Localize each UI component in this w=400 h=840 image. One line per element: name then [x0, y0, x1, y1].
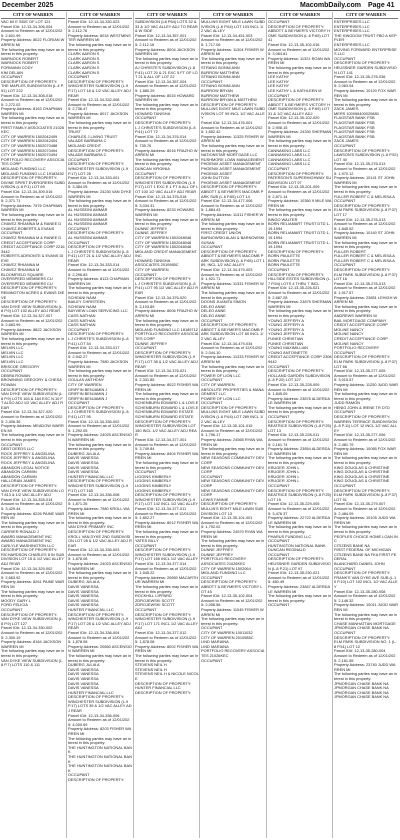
column-heading: CITY OF WARREN — [334, 12, 398, 19]
column-text: OCCUPANT DESCRIPTION OF PROPERTY: ABBOTT & BEYMER'S VICTORY HOME SUBDIVISION (L.6 P.65) LOT 41 Parcel ID#: 12-13-35-102-016 Amount to Redeem as of 12/01/2025: 3,064.81 Property Address: 11321 ROAN WARREN MI The following parties may have an interest in this property: LEE KATHY LEE KATHY LEE KATHY LEE KATHY L & KATHLEEN M OCCUPANT DESCRIPTION OF PROPERTY: ABBOTT & BEYMER'S VICTORY HOME SUBDIVISION (L.6 P.65) LOT 31 & 1/2 VAC ALLEY ADJ Parcel ID#: 12-13-35-102-020 Amount to Redeem as of 12/01/2025: 2,908.15 Property Address: 24330 SHERMAN WARREN MI The following parties may have an interest in this property: CANNAKING LABS LLC CANNAKING LABS LLC CANNAKING LABS LLC CANNAKING LABS LLC OCCUPANT DESCRIPTION OF PROPERTY: PATERSON'S SUPERHIGHWAY SUBDIVISION LOT 97 Parcel ID#: 12-13-35-201-009 Amount to Redeem as of 12/01/2025: 2,871.14 Property Address: 10360 9 MILE WARREN MI The following parties may have an interest in this property: BINGO WALTER BORN RELIAMART TRUST DTD 1-19-1994 BORN RELIAMART TRUST DTD 1-19-1994 BORN RELIAMART TRUST DTD 1-19-1994 DESCRIPTION OF PROPERTY: BORN PAULETTE BORN PAULETTE BORN PAULETTE OCCUPANT DESCRIPTION OF PROPERTY: HILLSIDE ESTES SUBDIVISION (L.7 P.54) LOTS 4 THRU 7 INCL Parcel ID#: 12-13-35-226-021 Amount to Redeem as of 12/01/2025: 2,687.28 Property Address: 23875 SHERMAN WARREN MI The following parties may have an interest in this property: YOUNG JEFFERY A YOUNG JEFFERY A YOUNG JEFFERY A YOUNG JEFFERY A FUNKE CHRISTIAN FUNKE CHRISTIAN YOUNG MAXIMILLIAN YOUNG ANTOINETTE CREDIT ACCEPTANCE CORP 23089442 OCCUPANT DESCRIPTION OF PROPERTY: HOLLAND GARDEN SUBDIVISION (L.8 P.20) LOT 127 Parcel ID#: 12-13-35-228-009 Amount to Redeem as of 12/01/2025: 1,845.09 Property Address: 23876 ALDERDALE WARREN MI The following parties may have an interest in this property: OCCUPANT DESCRIPTION OF PROPERTY: BEATRICE SUBDIVISION (L.8 P.25) LOT 13 Parcel ID#: 12-13-35-228-011 Amount to Redeem as of 12/01/2025: 2,161.74 Property Address: 23854 ALDERDALE WARREN MI The following parties may have an interest in this property: KRUGER JOHN L KRUGER JOHN L KRUGER JOHN L KRUGER JOHN L OCCUPANT DESCRIPTION OF PROPERTY: BEATRICE SUBDIVISION (L.8 P.25) LOT 15 Parcel ID#: 12-13-35-229-005 Amount to Redeem as of 12/01/2025: 3,476.37 Property Address: 22722 ALDERDALE WARREN MI The following parties may have an interest in this property: PHARUS FUNDING LLC OCCUPANT HUNTINGTON NATIONAL BANK DUNCAN REGINALD OCCUPANT DESCRIPTION OF PROPERTY: HEUSSNER GARDEN SUBDIVISION (L.8 P.21) LOT 97 Parcel ID#: 12-13-35-230-021 Amount to Redeem as of 12/01/2025: 480.49 Property Address: 23847 ALDERDALE WARREN MI The following parties may have an interest in this property: OCCUPANT — [268, 19, 332, 608]
notice-column-1 — [0, 12, 66, 838]
column-heading: CITY OF WARREN — [201, 12, 265, 19]
column-heading: CITY OF WARREN — [1, 12, 65, 19]
column-text: MULLINS EIGHT MILE LAWN SUBDIVISION (L.6 P.64) LOT 103 INCL 1/2 VAC ALLEY Parcel ID#: 12-13-34-451-003 Amount to Redeem as of 12/01/2025: 1,717.06 Property Address: 11304 FISHER WARREN MI The following parties may have an interest in this property: STRANG BONNI ANN BURROW MATTHEW STRANG BONNI ANN OCCUPANT STRANG BONNI ANN BURROW BRYAN BURROW MATTHEW BURROW BRYAN & MATTHEW DESCRIPTION OF PROPERTY: MULLINS EIGHT MILE LAWN SUBDIVISION LOT 99 INCL 1/2 VAC ALLEY Parcel ID#: 12-13-34-476-001 Amount to Redeem as of 12/01/2025: 1,652.42 Property Address: 11325 FISHER WARREN MI The following parties may have an interest in this property: NATIONSTAR MORTGAGE LLC RUSHMORE LOAN MANAGEMENT PHOENIX ASSET MANAGEMENT PHOENIX ASSET MANAGEMENT PHOENIX ASSET JOHN DUTTON PHOENIX ASSET MANAGEMENT DESCRIPTION OF PROPERTY: ABBOTT & BEYMER'S MACOMB PARK SUB (L.6 P.65) LOT 14 Parcel ID#: 12-13-34-477-006 Amount to Redeem as of 12/01/2025: 1,884.43 Property Address: 11311 FISHER WARREN MI The following parties may have an interest in this property: FIRST CREDIT UNION BARNOWSKI ALAN & BARNOWSKI SUSAN OCCUPANT DESCRIPTION OF PROPERTY: ABBOTT & BEYMER'S MACOMB PARK SUBDIVISION (L.6 P.65) LOT 189, INCL 1/2 VAC ALLEY Parcel ID#: 12-13-34-479-003 Amount to Redeem as of 12/01/2025: 1,921.71 Property Address: 11331 FISHER WARREN MI The following parties may have an interest in this property: DOONS JUANITA SIMON DELEO ANNE DELEO ANNE DELEO ANNE OCCUPANT DESCRIPTION OF PROPERTY: ABBOTT & BEYMER'S MACOMB PARK SUBDIVISION LOT 60 INCL 1/2 VAC ALLEY Parcel ID#: 12-13-34-479-034 Amount to Redeem as of 12/01/2025: 2,044.10 Property Address: 11333 FISHER WARREN MI The following parties may have an interest in this property: POWER OF LION LLC OCCUPANT CITY OF WARREN ABSOLUTE PROPERTIES & MANAGEMENT LLC POWER OF LION LLC OCCUPANT DESCRIPTION OF PROPERTY: MULLINS EIGHT MILE LAWN SUBDIVISION (L.6 P.64) LOT 289 INCL 1/2 VAC ALLEY Parcel ID#: 12-13-35-101-015 Amount to Redeem as of 12/01/2025: 1,796.17 Property Address: 24565 RYAN WARREN MI The following parties may have an interest in this property: NEW SEASONS COMMUNITY DEV CORP NEW SEASONS COMMUNITY DEV CORP OCCUPANT NEW SEASONS COMMUNITY DEV CORP NEW SEASONS COMMUNITY DEV CORP LEWIS FANNIE DESCRIPTION OF PROPERTY: MULLIN'S EIGHT MILE LAWN SUBDIVISION LOT 13 Parcel ID#: 12-13-35-101-001 Amount to Redeem as of 12/01/2025: 1,792.02 Property Address: 24570 RYAN WARREN MI The following parties may have an interest in this property: DUNNE JEFFREY DUNNE JEFFREY PORTFOLIO RECOVERY ASSOCIATES 21026KEC CITY OF WARREN 1502064 MIDLAND FUNDING LLC OCCUPANT DESCRIPTION OF PROPERTY: ABBOTT & BEYMER'S VICTORY LOT 45 Parcel ID#: 12-13-35-102-004 Amount to Redeem as of 12/01/2025: 2,058.56 Property Address: 11045 FISHER WARREN MI The following parties may have an interest in this property: OCCUPANT CITY OF WARREN 10011032 CITY OF WARREN 2010985C LIND MARIANA LIND MARIANA PORTFOLIO RECOVERY ASSOCIATES 21026KEC OCCUPANT — [201, 19, 265, 663]
column-text: VAC 60 E SIDE OF LOT 121 Parcel ID#: 12-13-34-306-004 Amount to Redeem as of 12/01/2025: 2,601.99 Property Address: 8022 FLORIAN WARREN MI The following parties may have an interest in this property: WARNOCK ROBERT WARNOCK ROBERT FORMANN CODY KIM DELAIN OCCUPANT DESCRIPTION OF PROPERTY: THE MAPLES SUBDIVISION (L.4 P.51) LOT 222 Parcel ID#: 12-13-34-308-018 Amount to Redeem as of 12/01/2025: 2,272.02 Property Address: 8163 CHAPMAN WARREN MI The following parties may have an interest in this property: FIRST FAMILY ASSOCIATES 21026KEC CITY OF WARREN 1502042409 CITY OF WARREN 1502042404 CITY OF WARREN 1502070488 CITY OF WARREN 1502070494 CITY OF WARREN 1502070494 PORTFOLIO RECOVERY ASSOCIATES CORP MIDLAND FUNDING LLC MIDLAND FUNDING LLC 19183452 DESCRIPTION OF PROPERTY: DIVINE SPIRIT EVERGREEN SUBDIVISION (L.6 P.1) LOT 69 Parcel ID#: 12-13-34-309-016 Amount to Redeem as of 12/01/2025: 2,371.71 Property Address: 7976 CHAPMAN WARREN MI The following parties may have an interest in this property: CHAVEZ RHIANNA M & RANEE D CHAVEZ-ROBERTS & EVANS OCCUPANT CHAVEZ RHIANNA M & RANEE D CREDIT ACCEPTANCE CORP CREDIT ACCEPTANCE CORP 22163442 ROBERTS ADRIONTE & EVANS DIEVE CHAVEZ RHIANNA M CHAVEZ RHIANNA M BLOOMFIELD SQUARE OVERSPEED MEMBERS CU OVERSPEED MEMBERS CU DESCRIPTION OF PROPERTY: REMINGTON ACRES & EVANS DIEVE DESCRIPTION OF PROPERTY: VAN DYKE VIEW SUBDIVISION (L.8 P.9) LOT 102 ALLEY ADJ REAR Parcel ID#: 12-13-34-327-007 Amount to Redeem as of 12/01/2025: 2,683.99 Property Address: 8822 JACKSON WARREN MI The following parties may have an interest in this property: MELVIN LLC MELVIN LLC MELVIN LLC MELVIN LLC BRISCOE GREGORY OCCUPANT DEBRA ROWAN BROWNING GREGORY & CHESA ROWAN DESCRIPTION OF PROPERTY: VAN DYKE VIEW SUBDIVISION (L.8 P.9) LOTS 163 & 164 EXC N.10 FT ALSO ADJ 1/2 VAC ALLEY ADJ REAR Parcel ID#: 12-13-34-327-020 Amount to Redeem as of 12/01/2025: 2,406.36 Property Address: MEADOW WARREN MI The following parties may have an interest in this property: OCCUPANT DEBT DEEDS LLC ROCK JEFFREY & ANGELINA ROCK JEFFREY & ANGELINA ROCK JEFFREY & ANGELINA ABANDON LEGAL NOTICE ABANDON CARMIN ABANDON CARMIN HALLORAN JAMES DESCRIPTION OF PROPERTY: VAN DYKE VIEW SUBDIVISION LOT 813 & 1/2 VAC ALLEY ADJ Parcel ID#: 12-13-34-328-014 Amount to Redeem as of 12/01/2025: 3,429.44 Property Address: 8226 PAINE WARREN MI The following parties may have an interest in this property: CARRIER RONALD J AWARD MANAGEMENT INC AWARD MANAGEMENT INC CARLYLE WASHINGTON LLC DESCRIPTION OF PROPERTY: RICHARDSON CHARLES 8 IN SUBDIVISION LOT 15 & 1/2 VAC ALLEY ADJ REAR Parcel ID#: 12-13-34-329-002 Amount to Redeem as of 12/01/2025: 2,663.92 Property Address: 8261 PAINE WARREN MI The following parties may have an interest in this property: MOODY GARY L FORD FELICIA OCCUPANT DESCRIPTION OF PROPERTY: VAN DYKE VIEW SUBDIVISION (L.8 P.9) LOT 127 Parcel ID#: 12-13-34-330-002 Amount to Redeem as of 12/01/2025: 2,300.19 Property Address: 8164 JACKSON WARREN MI The following parties may have an interest in this property: VAN DYKE VIEW SUBDIVISION (L.8 P.7) LOTS 110 & 111 — [1, 19, 65, 668]
issue-date: December 2025 — [2, 2, 54, 9]
column-text: ENTERPRISES LLC ENTERPRISES LLC ENTERPRISES LLC THE KINGDOM TRUST FBO A KEPPLER ENTERPRISES LLC MOVING FORWARD ENTERPRISES LLC OCCUPANT DESCRIPTION OF PROPERTY: HEUSSNER GARDEN SUBDIVISION LOT 141 Parcel ID#: 12-13-35-276-036 Amount to Redeem as of 12/01/2025: 2,063.94 Property Address: 10120 FOX WARREN MI The following parties may have an interest in this property: ZACK JAMES MERS 100056400020880 FLAGSTAR BANK FSB FLAGSTAR BANK FSB FLAGSTAR BANK FSB FLAGSTAR BANK FSB FLAGSTAR BANK FSB ZACK JAMES OCCUPANT DESCRIPTION OF PROPERTY: LAWSON'S SUBDIVISION (L.8 P.52) LOT 40 Parcel ID#: 12-13-35-276-013 Amount to Redeem as of 12/01/2025: 1,970.12 Property Address: 10141 ST JOHN WARREN MI The following parties may have an interest in this property: FULLER ROBERT C & MELISSA A OCCUPANT DESCRIPTION OF PROPERTY: ELM PARK SUBDIVISION (L.8 P.37) LOT 17 Parcel ID#: 12-13-35-276-013 Amount to Redeem as of 12/01/2025: 1,845.52 Property Address: 10140 ST JOHN WARREN MI The following parties may have an interest in this property: FULLER ROBERT FULLER ROBERT C & MELISSA A FULLER ROBERT C & MELISSA A OCCUPANT DESCRIPTION OF PROPERTY: ELM PARK SUBDIVISION (L.8 P.37) LOT 16 Parcel ID#: 12-13-35-276-013 Amount to Redeem as of 12/01/2025: 1,517.57 Property Address: 23851 LEHIGH WARREN MI The following parties may have an interest in this property: ANDREWS WARREN W BAIL MORTGAGE COMPANY CREDIT ACCEPTANCE CORP MOLINE NANCY MOLINE NANCY CREDIT ACCEPTANCE CORP MOLINE NANCY PORTFOLIO RECOVERY OCCUPANT DESCRIPTION OF PROPERTY: ELM PARK SUBDIVISION (L.8 P.37) LOT 66 Parcel ID#: 12-13-35-277-005 Amount to Redeem as of 12/01/2025: 3,015.57 Property Address: 11250 JUDD WARREN MI The following parties may have an interest in this property: JUDD RAMON HENIG JOHN & IRENE TR DTD OCCUPANT DESCRIPTION OF PROPERTY: WARREN TERRACE SUBDIVISION (L.8 P.11) LOT 12 INCL 1/2 VAC ALLEY Parcel ID#: 12-13-35-277-006 Amount to Redeem as of 12/01/2025: 2,481.79 Property Address: 10085 FOX WARREN MI The following parties may have an interest in this property: KING DOUGLAS & CHRISTINE KING DOUGLAS & CHRISTINE KING DOUGLAS & CHRISTINE KING DOUGLAS & CHRISTINE OCCUPANT DESCRIPTION OF PROPERTY: ELM PARK SUBDIVISION (L.8 P.37) LOT 91 Parcel ID#: 12-13-35-279-007 Amount to Redeem as of 12/01/2025: 2,484.09 Property Address: 10105 JUDD WARREN MI The following parties may have an interest in this property: PEOPLES CHOICE HOME LOAN INC CITIZENS BANK NA FIRST FEDERAL OF MICHIGAN CITIZENS BANK NA FKA FIRST FEDERAL BLANCHARD DANIEL JOHN OCCUPANT DESCRIPTION OF PROPERTY: FRANK'S VAN DYKE AVE SUB (L.10 P.10) LOT 102 INCL 1/2 VAC ALLEY Parcel ID#: 12-13-35-280-008 Amount to Redeem as of 12/01/2025: 2,146.32 Property Address: 10011 JUDD WARREN MI The following parties may have an interest in this property: CHASE MANHATTAN MORTGAGE JPMORGAN CHASE BANK NA OCCUPANT DESCRIPTION OF PROPERTY: ELM PARK SUBDIVISION NO. 1 (L.8 P.51) LOT 12 Parcel ID#: 12-13-35-280-004 Amount to Redeem as of 12/01/2025: 2,161.55 Property Address: 23740 JUDD WARREN MI The following parties may have an interest in this property: JPMORGAN CHASE BANK NA JPMORGAN CHASE BANK NA JPMORGAN CHASE BANK NA JPMORGAN CHASE BANK NA — [334, 19, 399, 700]
notice-column-3 — [133, 12, 200, 838]
notice-column-2 — [66, 12, 133, 838]
column-heading: CITY OF WARREN — [268, 12, 332, 19]
column-text: Parcel ID#: 12-13-34-330-023 Amount to Redeem as of 12/01/2025: 2,112.76 Property Address: 8034 WESTMINSTER WARREN MI The following parties may have an interest in this property: CLARK AARON S CLARK AARON S CLARK AARON S CLARK AARON S CLARK AARON S OCCUPANT DESCRIPTION OF PROPERTY: WINCHESTER SUBDIVISION (L.9 P.17) LOT 18 & 1/2 VAC ALLEY ADJ REAR Parcel ID#: 12-13-34-332-008 Amount to Redeem as of 12/01/2025: 2,736.47 Property Address: 8017 JACKSON WARREN MI The following parties may have an interest in this property: TRUST CHARLES J LIVING TRUST VALADE BARBARA C MIDLAND CREDIT DESCRIPTION OF PROPERTY: VALADE BARBARA C OCCUPANT DESCRIPTION OF PROPERTY: WINCHESTER SUBDIVISION (L.9 P.17) LOT 28 Parcel ID#: 12-13-34-333-001 Amount to Redeem as of 12/01/2025: 3,384.05 Property Address: 24230 VAN DYKE WARREN MI The following parties may have an interest in this property: AL HUSSEINI AMMAR AL HUSSEINI AMMAR AL HUSSEINI AMMAR AL HUSSEINI AMMAR OCCUPANT DESCRIPTION OF PROPERTY: AL HUSSEINI AMMAR OCCUPANT DESCRIPTION OF PROPERTY: L J CHRISTE'S SUBDIVISION (L.8 P.41) LOT 21 & 1/2 VAC ALLEY ADJ REAR Parcel ID#: 12-13-34-333-014 Amount to Redeem as of 12/01/2025: 2,296.83 Property Address: 8113 CHAPMAN WARREN MI The following parties may have an interest in this property: SCHEANI NAIM BAILEY CHRISTEEN SCHEANI NAIM BAYVIEW LOAN SERVICING LLC CASS NATHAN CASS NATHAN CASS NATHAN OCCUPANT DESCRIPTION OF PROPERTY: L J CHRISTE'S SUBDIVISION (L.8 P.41) LOT 54 Parcel ID#: 12-13-34-333-017 Amount to Redeem as of 12/01/2025: 2,942.27 Property Address: 7980 JACKSON WARREN MI The following parties may have an interest in this property: GOULAS ANTHONY CITY OF WARREN GRIFFIN BENJAMIN J GRIFFIN BENJAMIN J GRIFFIN BENJAMIN J OCCUPANT DESCRIPTION OF PROPERTY: L J CHRISTE'S SUBDIVISION (L.8 P.41) LOT 95 Parcel ID#: 12-13-34-336-002 Amount to Redeem as of 12/01/2025: 1,292.05 Property Address: 24025 ASCENSION WARREN MI The following parties may have an interest in this property: DUBERG JULIA A DAVIS VANESSA DAVIS VANESSA DAVIS VANESSA DAVIS VANESSA HUNTER FINANCIAL LLC DESCRIPTION OF PROPERTY: WINCHESTER SUBDIVISION (L.9 P.17) LOT 165 Parcel ID#: 12-13-34-336-008 Amount to Redeem as of 12/01/2025: 1,871.26 Property Address: 7980 KROLL WARREN MI The following parties may have an interest in this property: VAN DYKE PRIMARY INC DESCRIPTION OF PROPERTY: KROLL VAN DYKE 2ND SUBDIVISION LOT 28 & 1/2 VAC ALLEY ADJ REAR Parcel ID#: 12-13-34-336-003 Amount to Redeem as of 12/01/2025: 1,878.08 Property Address: 24023 ASCENSION WARREN MI The following parties may have an interest in this property: DUBERG JULIA A DAVIS VANESSA DAVIS VANESSA DAVIS VANESSA DAVIS VANESSA DAVIS VANESSA HUNTER FINANCIAL LLC DESCRIPTION OF PROPERTY: WINCHESTER SUBDIVISION (L.9 P.17) LOT 28 & 1/2 VAC ALLEY ADJ REAR Parcel ID#: 12-13-34-336-004 Amount to Redeem as of 12/01/2025: 1,878.08 Property Address: 20650 ASCENSION WARREN MI The following parties may have an interest in this property: DUBERG JULIA A DAVIS VANESSA DAVIS VANESSA DAVIS VANESSA DAVIS VANESSA DAVIS VANESSA HUNTER FINANCIAL LLC DESCRIPTION OF PROPERTY: WINCHESTER SUBDIVISION (L.9 P.17) LOTS 39 & 1/2 VAC ALLEY ADJ REAR Parcel ID#: 12-13-34-336-006 Amount to Redeem as of 12/01/2025: 4,000.69 Property Address: 8203 FISHER WARREN MI The following parties may have an interest in this property: THE HUNTINGTON NATIONAL BANK THE HUNTINGTON NATIONAL BANK THE HUNTINGTON NATIONAL BANK OCCUPANT DESCRIPTION OF PROPERTY: — [68, 19, 132, 782]
page-number: Page 41 — [368, 2, 395, 9]
column-text: SUBDIVISION (L8 P64) LOTS 32 & 33 & 1/2 VAC ALLEY ADJ TO REAR & W SIDE Parcel ID#: 12-13-34-357-001 Amount to Redeem as of 12/01/2025: 2,112.16 Property Address: 8004 JACKSON WARREN MI The following parties may have an interest in this property: AJ CHRISTE'S SUBDIVISION (L.8 P.41) LOT 20 & 21 EXC 5 FT OF LOT 21 & ALL OF LOT 22 Parcel ID#: 12-13-34-357-004 Amount to Redeem as of 12/01/2025: 1,880.29 Property Address: 8015 HOWARD WARREN MI The following parties may have an interest in this property: HOWARD TANISHA OCCUPANT DESCRIPTION OF PROPERTY: L J CHRISTE'S SUBDIVISION (L.8 P.41) LOT 72 Parcel ID#: 12-13-34-376-014 Amount to Redeem as of 12/01/2025: 735.76 Property Address: 8016 FRAZHO WARREN MI The following parties may have an interest in this property: DUNCAN VIRGINIA OCCUPANT DESCRIPTION OF PROPERTY: WINCHESTER SUBDIVISION (L.9 P.17) LOT 1 EXC E 1 FT & ALL OF LOT 100 1/2 VAC ALLEY ADJ REAR Parcel ID#: 12-13-34-376-018 Amount to Redeem as of 12/01/2025: 3,034.31 Property Address: 8233 HOWARD WARREN MI The following parties may have an interest in this property: DUNNE JEFFREY DUNNE JEFFREY CITY OF WARREN 1502048048 CITY OF WARREN 1502048048 CITY OF WARREN 1502048048 MIDLAND CREDIT MANAGEMENT INC HOWARD TANISHA ASSOCIATES 2010985C CITY OF WARREN OCCUPANT DESCRIPTION OF PROPERTY: L J CHRISTE'S SUBDIVISION (L.8 P.41) LOT 95 1/2 VAC ALLEY ADJ REAR Parcel ID#: 12-13-34-376-020 Amount to Redeem as of 12/01/2025: 3,103.89 Property Address: 8006 FRAZHO WARREN MI The following parties may have an interest in this property: MIDLAND FUNDING LLC 18189712 PORTFOLIO RECOVERY ASSOCIATES CORP DUNNE JEFFREY OCCUPANT DESCRIPTION OF PROPERTY: WINCHESTER SUBDIVISION (L.9 P.17) LOT 38 & 1/2 VAC ALLEY ADJ REAR Parcel ID#: 12-13-34-376-021 Amount to Redeem as of 12/01/2025: 2,331.85 Property Address: 8022 FISHER WARREN MI The following parties may have an interest in this property: SCHENBURN EDWARD L & LOIS E SCHENBURN EDWARD L & LOIS E SCHENBURN EDWARD ESTATE SCHENBURN EDWARD ESTATE DESCRIPTION OF PROPERTY: WINCHESTER SUBDIVISION LOT 150 INCL 1/2 VAC ALLEY ADJ REAR Parcel ID#: 12-13-34-377-001 Amount to Redeem as of 12/01/2025: 3,749.84 Property Address: 8404 FISHER WARREN MI The following parties may have an interest in this property: OCCUPANT LIGGINS KIMBERLY LIGGINS KIMBERLY LIGGINS KIMBERLY LIGGINS KIMBERLY DESCRIPTION OF PROPERTY: WINCHESTER SUBDIVISION (L.9 P.17) LOT 142 INCL 1/2 VAC ALLEY Parcel ID#: 12-13-34-377-011 Amount to Redeem as of 12/01/2025: 1,802.27 Property Address: 8012 FISHER WARREN MI The following parties may have an interest in this property: YATES BILLY OCCUPANT DESCRIPTION OF PROPERTY: WINCHESTER SUBDIVISION (L.9 P.17) LOT 165 INCL 1/2 VAC ALLEY Parcel ID#: 12-13-34-377-014 Amount to Redeem as of 12/01/2025: 1,545.22 Property Address: 20650 MACARTHUR WARREN MI The following parties may have an interest in this property: ROCKHILL LIPPARD ZDROJEWSKI SCOTT ZDROJEWSKI SCOTT OCCUPANT DESCRIPTION OF PROPERTY: WINCHESTER SUBDIVISION (L.9 P.17) LOT 171 INCL 1/2 VAC ALLEY ADJ Parcel ID#: 12-13-34-377-012 Amount to Redeem as of 12/01/2025: 1,878.08 Property Address: 8002 FISHER WARREN MI The following parties may have an interest in this property: STEVENS NEIL H STEVENS NEIL H STEVENS NEIL H & NICOLE NICOLE DESCRIPTION OF PROPERTY: HUNTER FINANCIAL LLC DESCRIPTION OF PROPERTY: — [135, 19, 199, 695]
notice-column-4 — [199, 12, 266, 838]
notice-column-6 — [332, 12, 399, 838]
notice-columns — [0, 12, 400, 840]
page-header — [0, 0, 400, 11]
column-heading: CITY OF WARREN — [135, 12, 199, 19]
site-name: MacombDaily.com — [300, 2, 361, 9]
notice-column-5 — [266, 12, 333, 838]
column-heading: CITY OF WARREN — [68, 12, 132, 19]
